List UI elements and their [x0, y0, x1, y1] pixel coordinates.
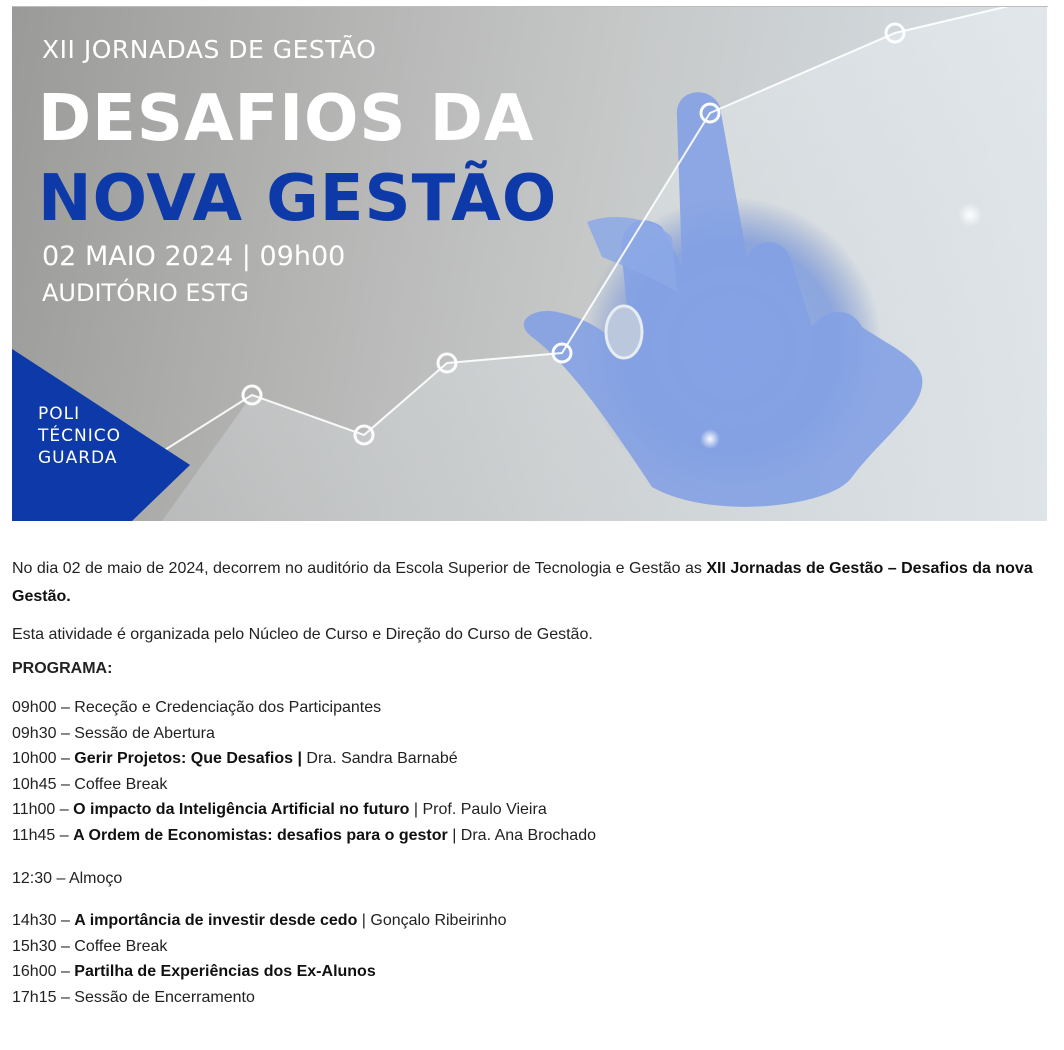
- schedule-title: A Ordem de Economistas: desafios para o gestor: [73, 826, 448, 844]
- schedule-title: Almoço: [68, 869, 123, 887]
- schedule-time: 09h00: [12, 699, 57, 716]
- schedule-time: 10h00: [12, 750, 57, 768]
- event-subtitle: XII JORNADAS DE GESTÃO: [42, 35, 377, 64]
- schedule-title: A importância de investir desde cedo: [74, 912, 358, 930]
- logo-line: POLI: [38, 404, 81, 424]
- schedule-speaker: Dra. Sandra Barnabé: [306, 750, 458, 768]
- schedule-lunch: [12, 866, 1062, 892]
- schedule-speaker: | Dra. Ana Brochado: [452, 826, 596, 844]
- event-title-line2: NOVA GESTÃO: [38, 162, 558, 236]
- event-banner: [12, 7, 1047, 521]
- intro-paragraph: [12, 555, 1062, 611]
- politecnico-guarda-logo: [38, 403, 121, 469]
- schedule-row: 09h00 – Receção e Credenciação dos Participantes: [12, 699, 382, 716]
- schedule-speaker: | Prof. Paulo Vieira: [413, 801, 547, 819]
- organization-paragraph: Esta atividade é organizada pelo Núcleo de Curso e Direção do Curso de Gestão.: [12, 626, 593, 643]
- schedule-time: 11h45: [12, 826, 56, 844]
- schedule-morning: [12, 695, 1062, 849]
- schedule-row: 16h00 – Partilha de Experiências dos Ex-Alunos: [12, 963, 376, 981]
- schedule-time: 16h00: [12, 963, 57, 981]
- schedule-time: 11h00: [12, 801, 56, 819]
- schedule-time: 09h30: [12, 724, 57, 742]
- schedule-row: 11h45 – A Ordem de Economistas: desafios para o gestor | Dra. Ana Brochado: [12, 826, 596, 844]
- schedule-afternoon: [12, 908, 1062, 1010]
- schedule-title: Coffee Break: [74, 775, 168, 793]
- schedule-title: Sessão de Encerramento: [74, 988, 255, 1006]
- schedule-time: 12:30: [12, 869, 53, 887]
- schedule-row: 11h00 – O impacto da Inteligência Artificial no futuro | Prof. Paulo Vieira: [12, 801, 547, 819]
- schedule-time: 14h30: [12, 912, 57, 930]
- logo-line: TÉCNICO: [38, 426, 121, 446]
- intro-event-name: XII Jornadas de Gestão – Desafios da nova Gestão.: [12, 560, 1033, 605]
- schedule-row: 09h30 – Sessão de Abertura: [12, 724, 215, 742]
- schedule-title: Receção e Credenciação dos Participantes: [74, 699, 382, 716]
- program-heading: PROGRAMA:: [12, 660, 113, 677]
- schedule-title: Gerir Projetos: Que Desafios |: [74, 750, 302, 768]
- program-schedule: [12, 695, 1062, 1011]
- schedule-row: 10h45 – Coffee Break: [12, 775, 168, 793]
- event-venue: AUDITÓRIO ESTG: [42, 279, 250, 307]
- schedule-time: 15h30: [12, 937, 57, 955]
- schedule-row: 14h30 – A importância de investir desde cedo | Gonçalo Ribeirinho: [12, 912, 507, 930]
- article-body: [12, 555, 1062, 1011]
- event-title-line1: DESAFIOS DA: [38, 82, 535, 156]
- schedule-title: O impacto da Inteligência Artificial no futuro: [73, 801, 410, 819]
- event-date: 02 MAIO 2024 | 09h00: [42, 241, 346, 272]
- schedule-speaker: | Gonçalo Ribeirinho: [361, 912, 507, 930]
- schedule-time: 17h15: [12, 988, 57, 1006]
- schedule-title: Sessão de Abertura: [74, 724, 215, 742]
- schedule-title: Coffee Break: [74, 937, 168, 955]
- schedule-row: 12:30 – Almoço: [12, 869, 123, 887]
- schedule-row: 17h15 – Sessão de Encerramento: [12, 988, 255, 1006]
- schedule-row: 10h00 – Gerir Projetos: Que Desafios | Dra. Sandra Barnabé: [12, 750, 458, 768]
- schedule-title: Partilha de Experiências dos Ex-Alunos: [74, 963, 376, 981]
- schedule-time: 10h45: [12, 775, 57, 793]
- intro-text: No dia 02 de maio de 2024, decorrem no auditório da Escola Superior de Tecnologia e Gestão as: [12, 560, 707, 577]
- logo-line: GUARDA: [38, 448, 118, 468]
- schedule-row: 15h30 – Coffee Break: [12, 937, 168, 955]
